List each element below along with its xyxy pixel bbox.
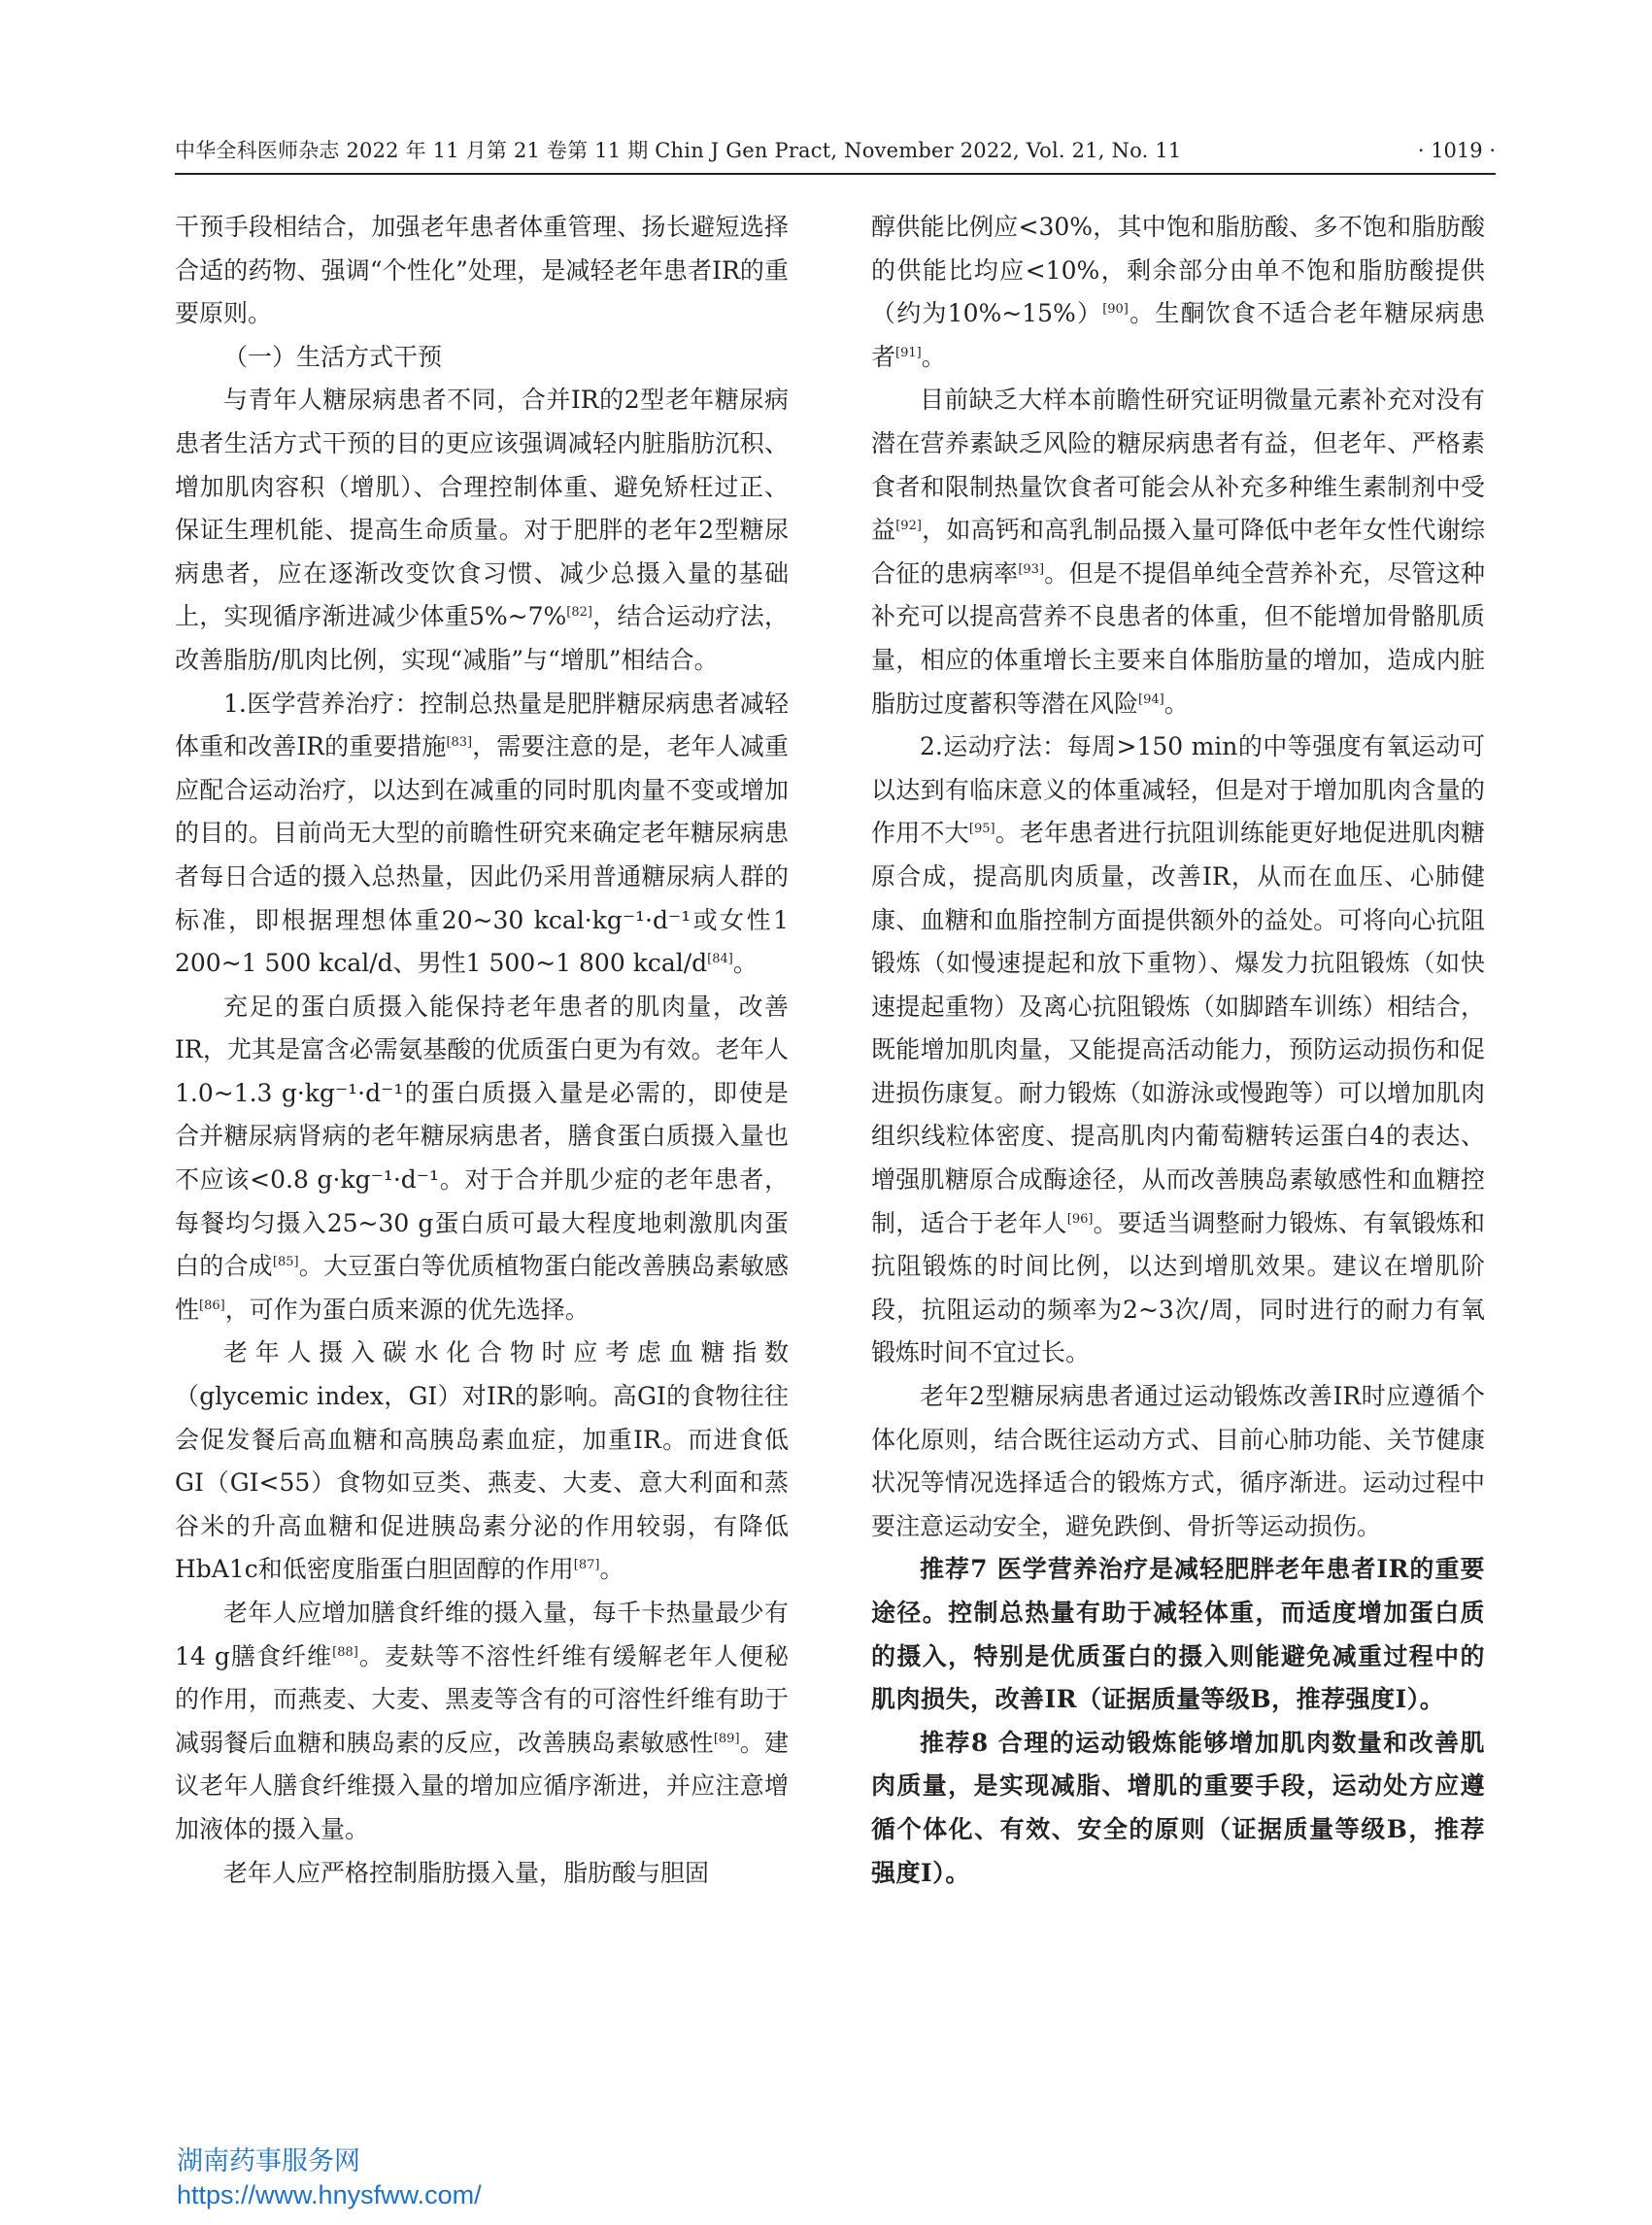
- paragraph: 干预手段相结合，加强老年患者体重管理、扬长避短选择合适的药物、强调“个性化”处理，是减轻老年患者IR的重要原则。: [175, 213, 789, 328]
- citation-ref: [89]: [713, 1731, 740, 1746]
- paragraph: 目前缺乏大样本前瞻性研究证明微量元素补充对没有潜在营养素缺乏风险的糖尿病患者有益，但老年、严格素食者和限制热量饮食者可能会从补充多种维生素制剂中受益[92]，如高钙和高乳制品摄入量可降低中老年女性代谢综合征的患病率[93]。但是不提倡单纯全营养补充，尽管这种补充可以提高营养不良患者的体重，但不能增加骨骼肌质量，相应的体重增长主要来自体脂肪量的增加，造成内脏脂肪过度蓄积等潜在风险[94]。: [871, 386, 1485, 718]
- paragraph: 老年人应严格控制脂肪摄入量，脂肪酸与胆固: [223, 1858, 710, 1887]
- recommendation-8: 推荐8 合理的运动锻炼能够增加肌肉数量和改善肌肉质量，是实现减脂、增肌的重要手段，运动处方应遵循个体化、有效、安全的原则（证据质量等级B，推荐强度Ⅰ）。: [871, 1728, 1485, 1887]
- paragraph: 醇供能比例应<30%，其中饱和脂肪酸、多不饱和脂肪酸的供能比均应<10%，剩余部分由单不饱和脂肪酸提供（约为10%~15%）[90]。生酮饮食不适合老年糖尿病患者[91]。: [871, 213, 1485, 371]
- citation-ref: [82]: [566, 605, 592, 621]
- citation-ref: [85]: [272, 1255, 299, 1270]
- paragraph: 老年2型糖尿病患者通过运动锻炼改善IR时应遵循个体化原则，结合既往运动方式、目前心肺功能、关节健康状况等情况选择适合的锻炼方式，循序渐进。运动过程中要注意运动安全，避免跌倒、骨折等运动损伤。: [871, 1382, 1485, 1540]
- citation-ref: [95]: [968, 822, 995, 837]
- section-heading: （一）生活方式干预: [223, 342, 443, 371]
- citation-ref: [94]: [1138, 691, 1164, 707]
- journal-citation: 中华全科医师杂志 2022 年 11 月第 21 卷第 11 期 Chin J Gen Pract, November 2022, Vol. 21, No. 11: [175, 139, 1182, 162]
- citation-ref: [83]: [446, 735, 473, 751]
- recommendation-7: 推荐7 医学营养治疗是减轻肥胖老年患者IR的重要途径。控制总热量有助于减轻体重，而适度增加蛋白质的摄入，特别是优质蛋白的摄入则能避免减重过程中的肌肉损失，改善IR（证据质量等级B，推荐强度Ⅰ）。: [871, 1555, 1485, 1714]
- paragraph: 充足的蛋白质摄入能保持老年患者的肌肉量，改善IR，尤其是富含必需氨基酸的优质蛋白更为有效。老年人1.0~1.3 g·kg⁻¹·d⁻¹的蛋白质摄入量是必需的，即使是合并糖尿病肾病的老年糖尿病患者，膳食蛋白质摄入量也不应该<0.8 g·kg⁻¹·d⁻¹。对于合并肌少症的老年患者，每餐均匀摄入25~30 g蛋白质可最大程度地刺激肌肉蛋白的合成[85]。大豆蛋白等优质植物蛋白能改善胰岛素敏感性[86]，可作为蛋白质来源的优先选择。: [175, 992, 789, 1324]
- left-column: [175, 206, 789, 1895]
- citation-ref: [86]: [199, 1298, 225, 1313]
- running-header: [175, 131, 1496, 170]
- citation-ref: [88]: [332, 1644, 358, 1660]
- citation-ref: [90]: [1102, 302, 1129, 318]
- citation-ref: [92]: [895, 519, 922, 534]
- paragraph: 老年人摄入碳水化合物时应考虑血糖指数（glycemic index，GI）对IR的影响。高GI的食物往往会促发餐后高血糖和高胰岛素血症，加重IR。而进食低GI（GI<55）食物如豆类、燕麦、大麦、意大利面和蒸谷米的升高血糖和促进胰岛素分泌的作用较弱，有降低HbA1c和低密度脂蛋白胆固醇的作用[87]。: [175, 1338, 789, 1584]
- citation-ref: [84]: [707, 952, 733, 967]
- watermark-site-name: 湖南药事服务网: [177, 2146, 360, 2175]
- page-number: · 1019 ·: [1417, 139, 1496, 162]
- paragraph: 与青年人糖尿病患者不同，合并IR的2型老年糖尿病患者生活方式干预的目的更应该强调减轻内脏脂肪沉积、增加肌肉容积（增肌）、合理控制体重、避免矫枉过正、保证生理机能、提高生命质量。对于肥胖的老年2型糖尿病患者，应在逐渐改变饮食习惯、减少总摄入量的基础上，实现循序渐进减少体重5%~7%[82]，结合运动疗法，改善脂肪/肌肉比例，实现“减脂”与“增肌”相结合。: [175, 386, 789, 674]
- citation-ref: [93]: [1018, 561, 1045, 577]
- paragraph: 老年人应增加膳食纤维的摄入量，每千卡热量最少有14 g膳食纤维[88]。麦麸等不溶性纤维有缓解老年人便秘的作用，而燕麦、大麦、黑麦等含有的可溶性纤维有助于减弱餐后血糖和胰岛素的反应，改善胰岛素敏感性[89]。建议老年人膳食纤维摄入量的增加应循序渐进，并应注意增加液体的摄入量。: [175, 1599, 789, 1843]
- watermark-url[interactable]: https://www.hnysfww.com/: [177, 2180, 482, 2209]
- watermark: [177, 2144, 482, 2212]
- right-column: [871, 206, 1485, 1895]
- citation-ref: [87]: [573, 1558, 600, 1573]
- paragraph: 1.医学营养治疗：控制总热量是肥胖糖尿病患者减轻体重和改善IR的重要措施[83]，需要注意的是，老年人减重应配合运动治疗，以达到在减重的同时肌肉量不变或增加的目的。目前尚无大型的前瞻性研究来确定老年糖尿病患者每日合适的摄入总热量，因此仍采用普通糖尿病人群的标准，即根据理想体重20~30 kcal·kg⁻¹·d⁻¹或女性1 200~1 500 kcal/d、男性1 500~1 800 kcal/d[84]。: [175, 689, 789, 978]
- paragraph: 2.运动疗法：每周>150 min的中等强度有氧运动可以达到有临床意义的体重减轻，但是对于增加肌肉含量的作用不大[95]。老年患者进行抗阻训练能更好地促进肌肉糖原合成，提高肌肉质量，改善IR，从而在血压、心肺健康、血糖和血脂控制方面提供额外的益处。可将向心抗阻锻炼（如慢速提起和放下重物）、爆发力抗阻锻炼（如快速提起重物）及离心抗阻锻炼（如脚踏车训练）相结合，既能增加肌肉量，又能提高活动能力，预防运动损伤和促进损伤康复。耐力锻炼（如游泳或慢跑等）可以增加肌肉组织线粒体密度、提高肌肉内葡萄糖转运蛋白4的表达、增强肌糖原合成酶途径，从而改善胰岛素敏感性和血糖控制，适合于老年人[96]。要适当调整耐力锻炼、有氧锻炼和抗阻锻炼的时间比例，以达到增肌效果。建议在增肌阶段，抗阻运动的频率为2~3次/周，同时进行的耐力有氧锻炼时间不宜过长。: [871, 732, 1485, 1367]
- header-divider: [175, 173, 1496, 175]
- citation-ref: [96]: [1066, 1211, 1094, 1227]
- citation-ref: [91]: [895, 345, 922, 360]
